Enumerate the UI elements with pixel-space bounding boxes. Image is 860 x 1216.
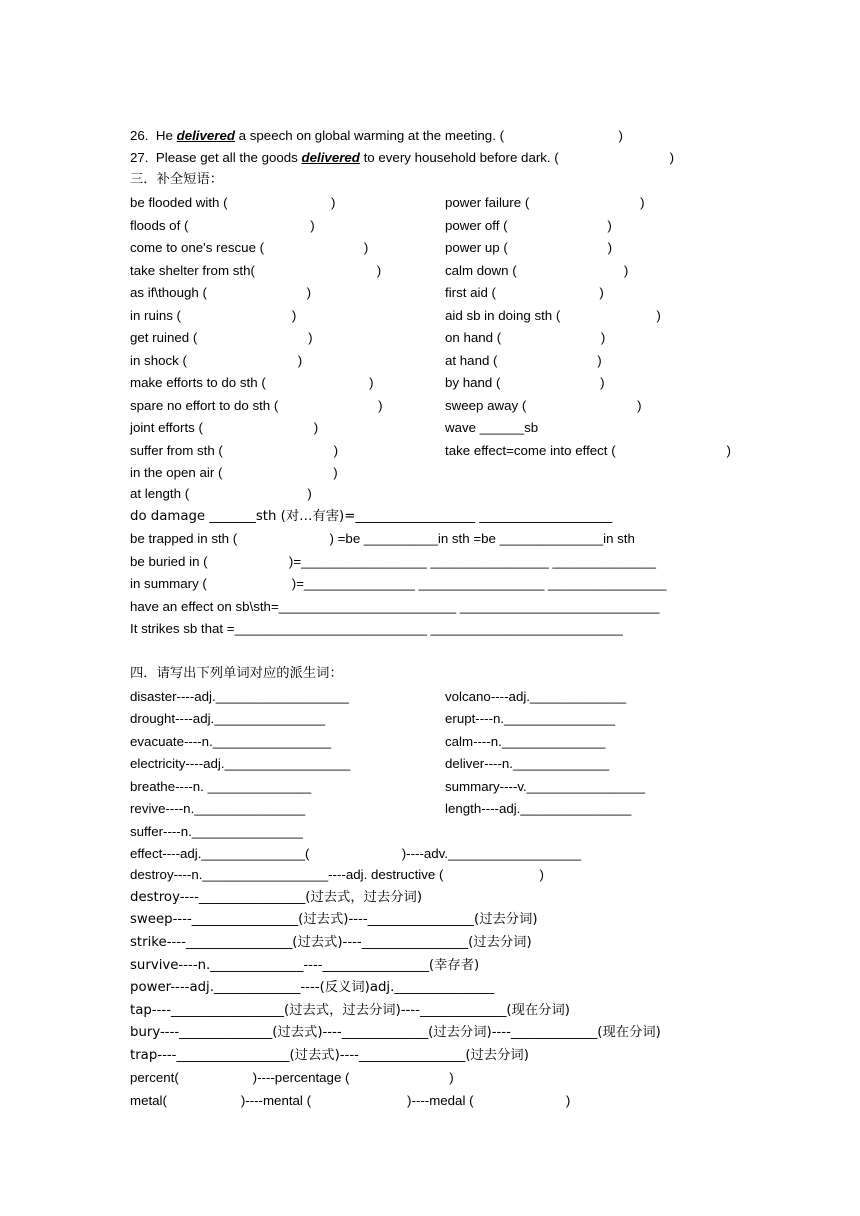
phrase-left: suffer from sth ( ) [130, 443, 339, 458]
phrase-line: in the open air ( ) [130, 465, 338, 480]
question-26: 26. He delivered a speech on global warming at the meeting. ( ) [130, 128, 623, 143]
derivative-right: calm----n.______________ [445, 734, 606, 749]
derivative-right: deliver----n._____________ [445, 756, 610, 771]
section-3-title: 三．补全短语： [130, 172, 224, 187]
phrase-right: calm down ( ) [445, 263, 629, 278]
phrase-right: first aid ( ) [445, 285, 604, 300]
derivative-left: drought----adj._______________ [130, 711, 326, 726]
derivative-left: breathe----n. ______________ [130, 779, 312, 794]
question-27: 27. Please get all the goods delivered to every household before dark. ( ) [130, 150, 674, 165]
phrase-line: It strikes sb that =__________________________ __________________________ [130, 621, 623, 636]
derivative-left: disaster----adj.__________________ [130, 689, 349, 704]
phrase-left: come to one's rescue ( ) [130, 240, 369, 255]
derivative-line: metal( )----mental ( )----medal ( ) [130, 1093, 571, 1108]
derivative-left: revive----n._______________ [130, 801, 306, 816]
derivative-left: evacuate----n.________________ [130, 734, 332, 749]
emphasized-word: delivered [301, 150, 360, 165]
phrase-right: on hand ( ) [445, 330, 606, 345]
derivative-left: electricity----adj._________________ [130, 756, 351, 771]
phrase-left: floods of ( ) [130, 218, 315, 233]
phrase-left: joint efforts ( ) [130, 420, 319, 435]
derivative-line: percent( )----percentage ( ) [130, 1070, 454, 1085]
derivative-line: sweep----________________(过去式)----________________(过去分词) [130, 912, 538, 927]
phrase-right: by hand ( ) [445, 375, 605, 390]
derivative-line: strike----________________(过去式)----________________(过去分词) [130, 935, 532, 950]
derivative-line: destroy----________________(过去式，过去分词) [130, 890, 423, 905]
derivative-line: survive----n.______________----________________(幸存者) [130, 958, 480, 973]
phrase-left: be flooded with ( ) [130, 195, 336, 210]
phrase-right: wave ______sb [445, 420, 539, 435]
phrase-right: power off ( ) [445, 218, 612, 233]
phrase-left: in ruins ( ) [130, 308, 297, 323]
derivative-line: destroy----n._________________----adj. destructive ( ) [130, 867, 544, 882]
phrase-right: take effect=come into effect ( ) [445, 443, 731, 458]
derivative-line: power----adj._____________----(反义词)adj._______________ [130, 980, 495, 995]
phrase-line: have an effect on sb\sth=________________________ ___________________________ [130, 599, 660, 614]
derivative-line: bury----______________(过去式)----_____________(过去分词)----_____________(现在分词) [130, 1025, 661, 1040]
derivative-right: erupt----n._______________ [445, 711, 616, 726]
emphasized-word: delivered [176, 128, 235, 143]
phrase-right: sweep away ( ) [445, 398, 642, 413]
derivative-right: volcano----adj._____________ [445, 689, 627, 704]
phrase-line: be buried in ( )=_________________ ________________ ______________ [130, 554, 657, 569]
phrase-right: at hand ( ) [445, 353, 602, 368]
phrase-line: be trapped in sth ( ) =be __________in sth =be ______________in sth [130, 531, 635, 546]
derivative-line: suffer----n._______________ [130, 824, 303, 839]
derivative-line: tap----_________________(过去式，过去分词)----_____________(现在分词) [130, 1003, 570, 1018]
phrase-left: take shelter from sth( ) [130, 263, 382, 278]
phrase-line: in summary ( )=_______________ _________________ ________________ [130, 576, 667, 591]
phrase-right: power failure ( ) [445, 195, 645, 210]
phrase-line: do damage _______sth (对…有害)=__________________ ____________________ [130, 509, 613, 524]
section-4-title: 四．请写出下列单词对应的派生词： [130, 666, 343, 681]
phrase-left: in shock ( ) [130, 353, 303, 368]
phrase-line: at length ( ) [130, 486, 312, 501]
phrase-right: aid sb in doing sth ( ) [445, 308, 661, 323]
phrase-left: make efforts to do sth ( ) [130, 375, 374, 390]
derivative-line: effect----adj.______________( )----adv.__________________ [130, 846, 582, 861]
derivative-right: summary----v.________________ [445, 779, 646, 794]
phrase-left: get ruined ( ) [130, 330, 313, 345]
phrase-left: spare no effort to do sth ( ) [130, 398, 383, 413]
derivative-right: length----adj._______________ [445, 801, 632, 816]
phrase-left: as if\though ( ) [130, 285, 312, 300]
phrase-right: power up ( ) [445, 240, 612, 255]
derivative-line: trap----_________________(过去式)----________________(过去分词) [130, 1048, 529, 1063]
